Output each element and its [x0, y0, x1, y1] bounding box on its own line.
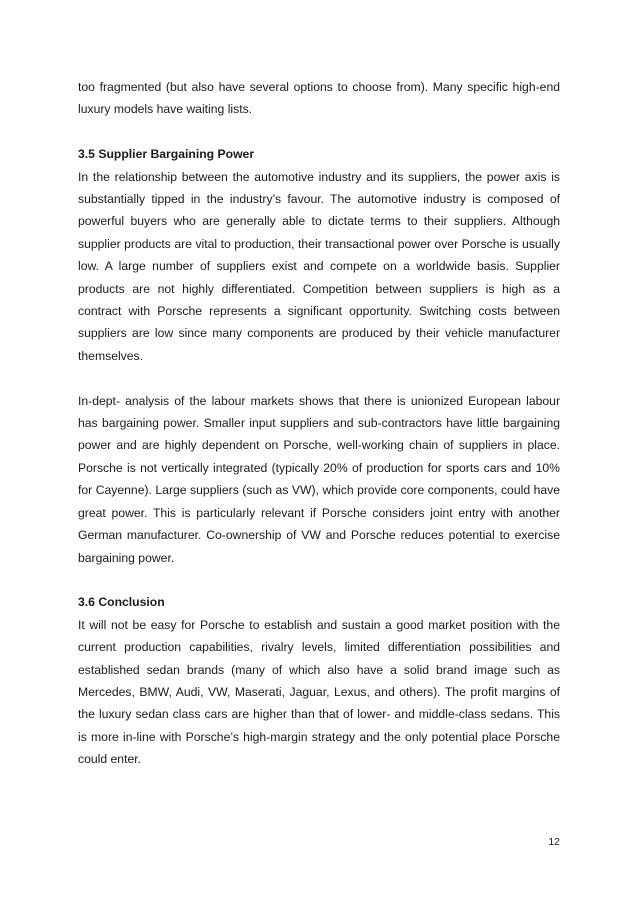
spacer: [78, 367, 560, 389]
conclusion-paragraph: It will not be easy for Porsche to establish and sustain a good market position with the current production capabilities, rivalry levels, limited differentiation possibilities and established sedan brands (many of which also have a solid brand image such as Mercedes, BMW, Audi, VW, Maserati, Jaguar, Lexus, and others). The profit margins of the luxury sedan class cars are higher than that of lower- and middle-class sedans. This is more in-line with Porsche’s high-margin strategy and the only potential place Porsche could enter.: [78, 617, 560, 767]
intro-paragraph: too fragmented (but also have several options to choose from). Many specific high-end luxury models have waiting lists.: [78, 80, 560, 117]
page-number: 12: [548, 836, 560, 848]
supplier-paragraph-1: In the relationship between the automotive industry and its suppliers, the power axis is substantially tipped in the industry’s favour. The automotive industry is composed of powerful buyers who are generally able to dictate terms to their suppliers. Although supplier products are vital to production, their transactional power over Porsche is usually low. A large number of suppliers exist and compete on a worldwide basis. Supplier products are not highly differentiated. Competition between suppliers is high as a contract with Porsche represents a significant opportunity. Switching costs between suppliers are low since many components are produced by their vehicle manufacturer themselves.: [78, 169, 560, 363]
supplier-paragraph-2: In-dept- analysis of the labour markets shows that there is unionized European labour has bargaining power. Smaller input suppliers and sub-contractors have little bargaining power and are highly dependent on Porsche, well-working chain of suppliers in place. Porsche is not vertically integrated (typically 20% of production for sports cars and 10% for Cayenne). Large suppliers (such as VW), which provide core components, could have great power. This is particularly relevant if Porsche considers joint entry with another German manufacturer. Co-ownership of VW and Porsche reduces potential to exercise bargaining power.: [78, 393, 560, 565]
section-heading-supplier-bargaining-power: 3.5 Supplier Bargaining Power: [78, 147, 255, 162]
page-content: [78, 76, 560, 771]
spacer: [78, 121, 560, 143]
spacer: [78, 569, 560, 591]
section-heading-conclusion: 3.6 Conclusion: [78, 595, 165, 610]
